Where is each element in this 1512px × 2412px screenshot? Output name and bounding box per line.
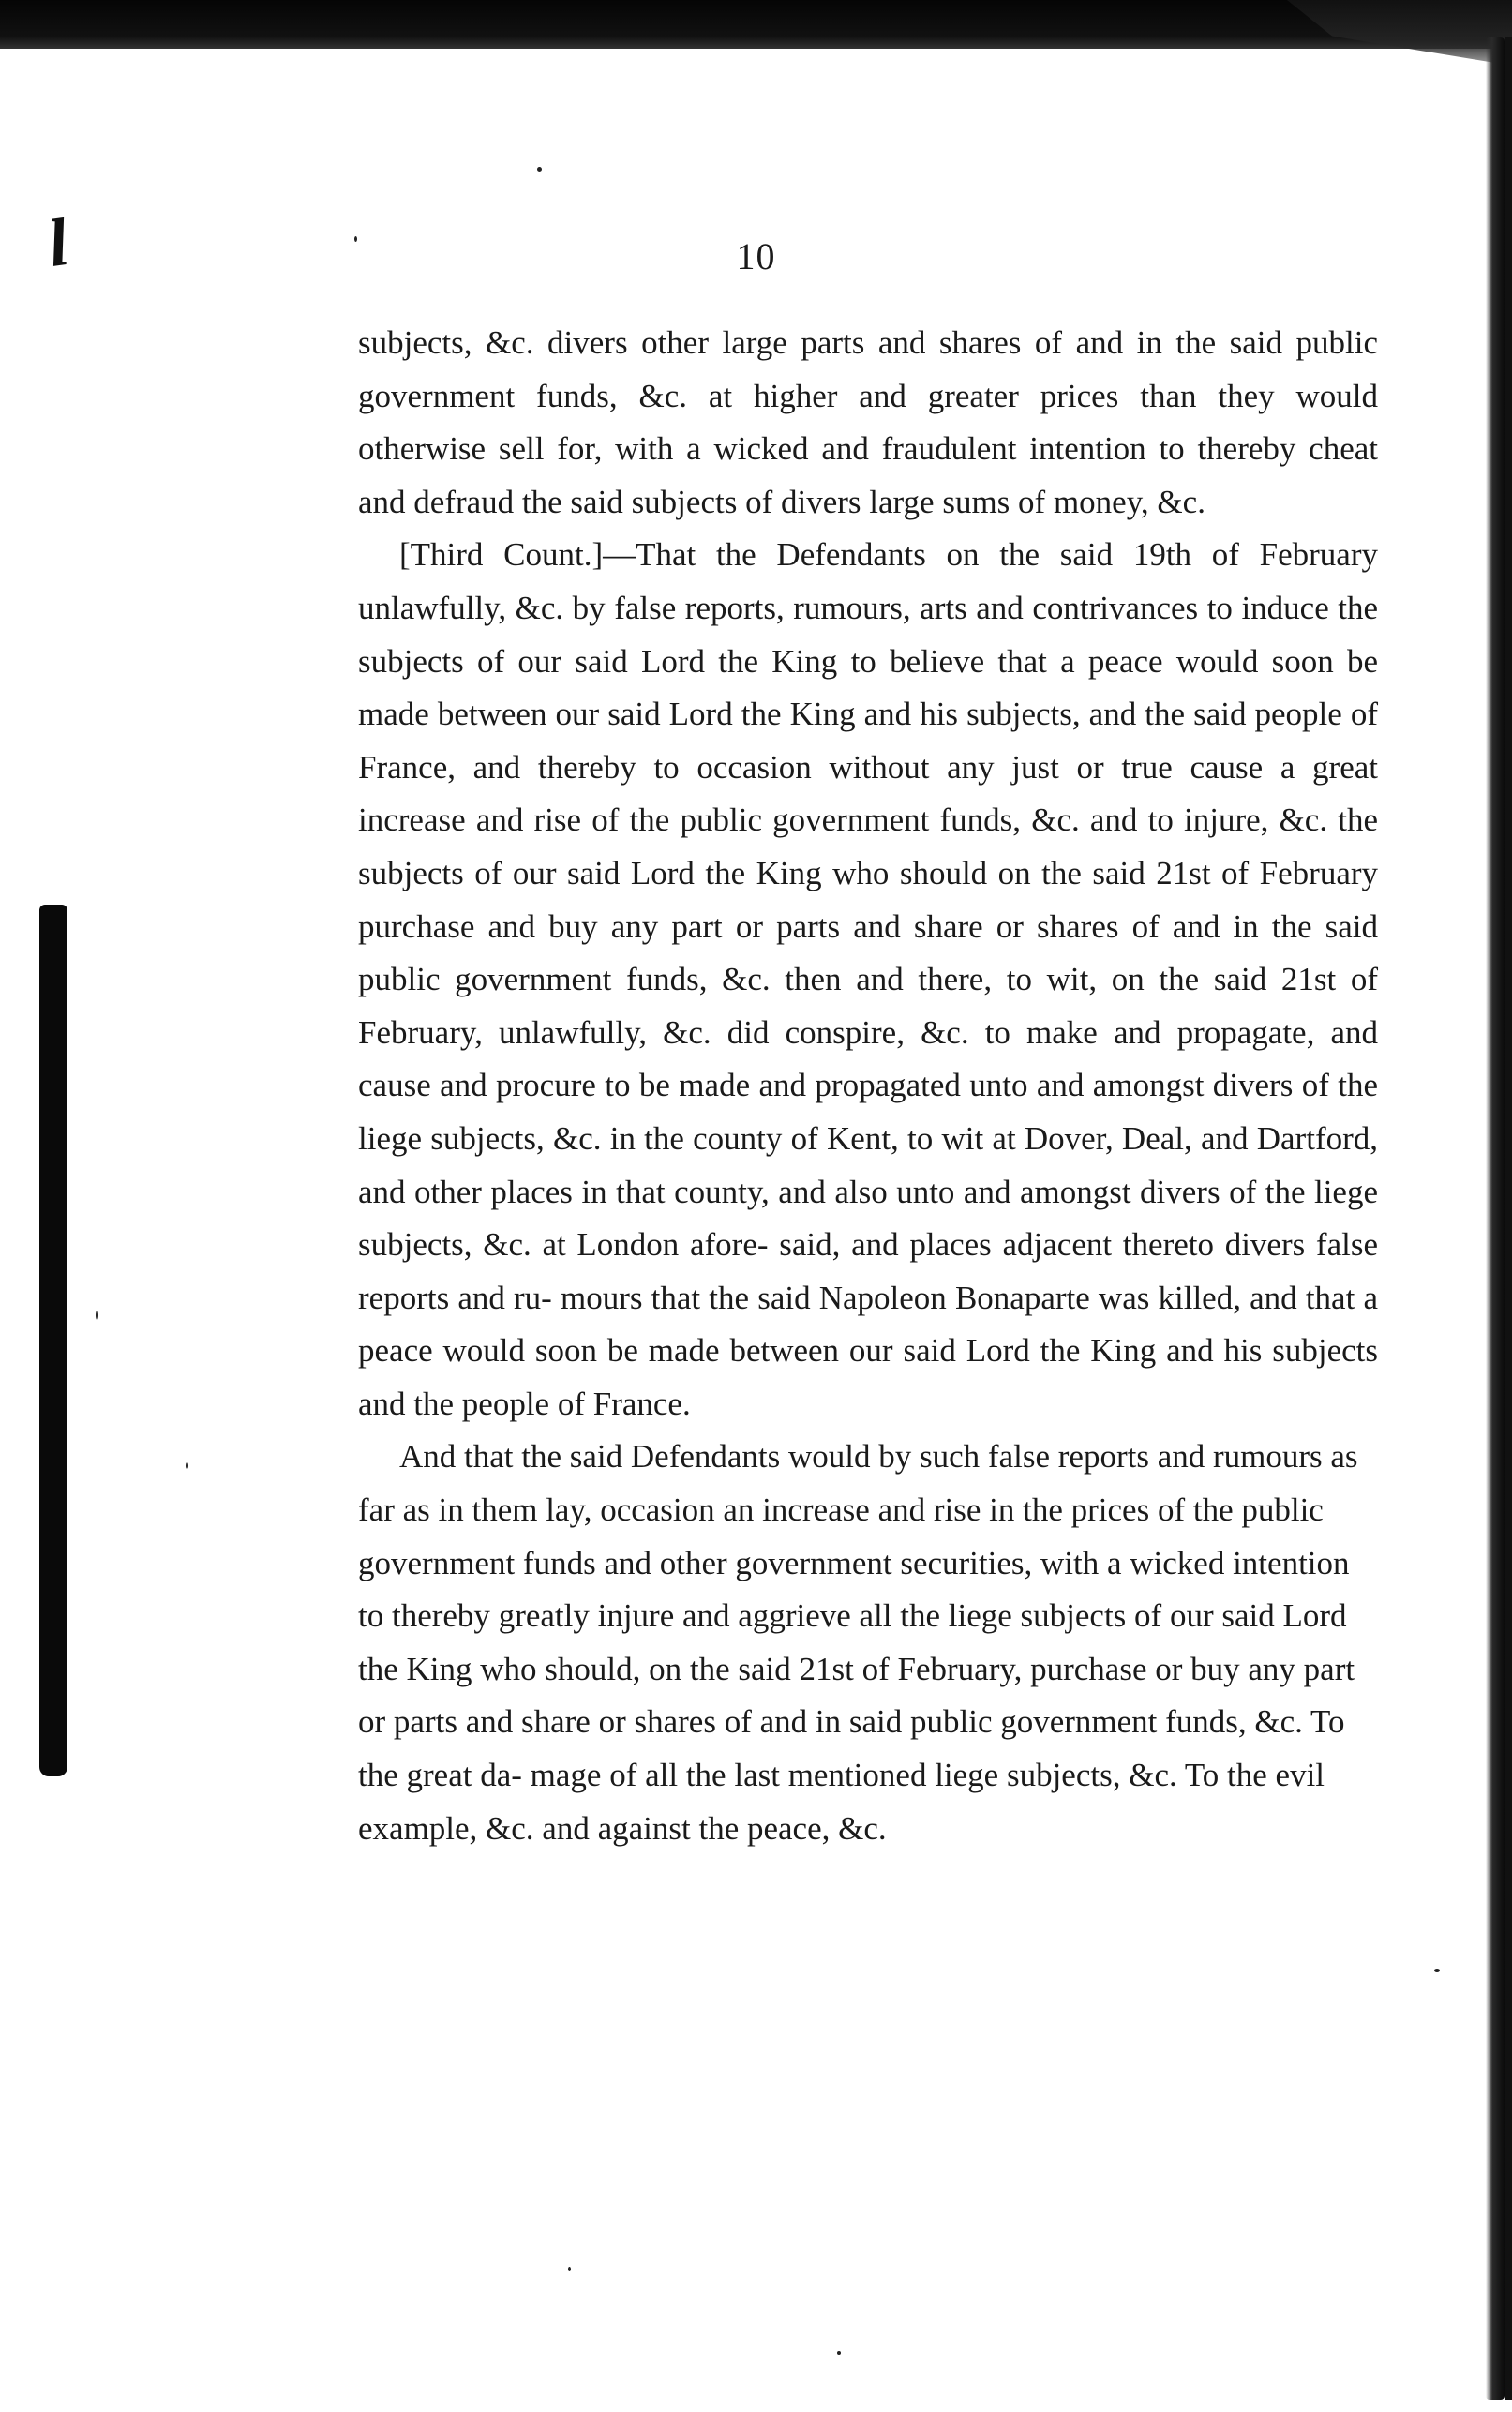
scan-speck bbox=[537, 167, 542, 172]
text-line: cause a great increase and rise of the public government bbox=[358, 748, 1378, 839]
scan-right-edge-dark bbox=[1505, 37, 1512, 2400]
page-number: 10 bbox=[736, 235, 776, 277]
scan-speck bbox=[186, 1462, 188, 1469]
text-line: prices than they would otherwise sell for, with a wicked and bbox=[358, 377, 1379, 468]
text-line: [Third Count.]—That the Defendants on the said 19th of bbox=[399, 536, 1239, 574]
text-line: make and propagate, and cause and procure to be made and bbox=[358, 1013, 1378, 1104]
text-line: King and his subjects and the people of France. bbox=[358, 1332, 1379, 1422]
text-line: public government funds, &c. then and there, to wit, on the bbox=[358, 961, 1200, 998]
text-line: Dartford, and other places in that county, and also unto and bbox=[358, 1119, 1379, 1210]
paragraph-third-count bbox=[358, 529, 1378, 1431]
text-line: and rumours as far as in them lay, occasion an increase and bbox=[358, 1438, 1358, 1529]
text-line: that a peace would soon be made between our said Lord the bbox=[358, 1279, 1378, 1370]
text-line: February unlawfully, &c. by false reports, rumours, arts and bbox=[358, 536, 1378, 626]
text-line: fraudulent intention to thereby cheat and defraud the said bbox=[358, 430, 1379, 520]
text-line: &c. in the county of Kent, to wit at Dover, Deal, and bbox=[552, 1119, 1249, 1157]
scan-speck bbox=[568, 2267, 571, 2271]
text-line: King who should on the said 21st of February purchase and bbox=[358, 854, 1379, 945]
text-line: government securities, with a wicked intention to thereby bbox=[358, 1544, 1350, 1635]
text-line: said, and places adjacent thereto divers false reports and ru- bbox=[358, 1226, 1379, 1316]
text-line: evil example, &c. and against the peace, &c. bbox=[358, 1757, 1325, 1847]
text-line: in said public government funds, &c. To the great da- bbox=[358, 1703, 1345, 1794]
text-line: propagated unto and amongst divers of the liege subjects, bbox=[358, 1067, 1379, 1157]
text-line: subjects, &c. divers other large parts and shares of and in bbox=[358, 324, 1162, 361]
text-line: funds, &c. and to injure, &c. the subjects of our said Lord the bbox=[358, 802, 1379, 891]
text-line: contrivances to induce the subjects of our said Lord the King bbox=[358, 589, 1379, 680]
text-line: said 21st of February, unlawfully, &c. did conspire, &c. to bbox=[358, 961, 1378, 1051]
margin-annotation: l bbox=[43, 204, 73, 282]
scan-left-shadow bbox=[39, 905, 67, 1776]
scan-top-edge bbox=[0, 0, 1512, 49]
text-line: amongst divers of the liege subjects, &c. at London afore- bbox=[358, 1173, 1378, 1264]
text-line: the said public government funds, &c. at higher and greater bbox=[358, 324, 1379, 414]
text-line: subjects of divers large sums of money, &c. bbox=[631, 483, 1205, 520]
text-line: greatly injure and aggrieve all the liege subjects of our bbox=[498, 1597, 1214, 1635]
scan-speck bbox=[1434, 1969, 1440, 1972]
text-line: mage of all the last mentioned liege subjects, &c. To the bbox=[530, 1757, 1267, 1794]
scan-right-edge bbox=[1486, 37, 1505, 2400]
text-line: France, and thereby to occasion without any just or true bbox=[358, 748, 1173, 786]
paragraph-conclusion bbox=[358, 1431, 1378, 1855]
scan-speck bbox=[837, 2351, 841, 2355]
scan-speck bbox=[96, 1311, 98, 1320]
text-line: rise in the prices of the public government funds and other bbox=[358, 1491, 1324, 1581]
text-line: purchase or buy any part or parts and share or shares of and bbox=[358, 1650, 1355, 1741]
text-line: buy any part or parts and share or shares of and in the said bbox=[548, 907, 1378, 945]
text-line: said Lord the King and his subjects, and the said people of bbox=[607, 696, 1379, 733]
text-line: said Lord the King who should, on the said 21st of February, bbox=[358, 1597, 1347, 1687]
text-line: to believe that a peace would soon be made between our bbox=[358, 642, 1378, 733]
paragraph-continuation bbox=[358, 317, 1378, 529]
page-body-text bbox=[358, 317, 1378, 1855]
text-line: mours that the said Napoleon Bonaparte was killed, and bbox=[561, 1279, 1297, 1316]
text-line: And that the said Defendants would by such false reports bbox=[399, 1438, 1149, 1476]
